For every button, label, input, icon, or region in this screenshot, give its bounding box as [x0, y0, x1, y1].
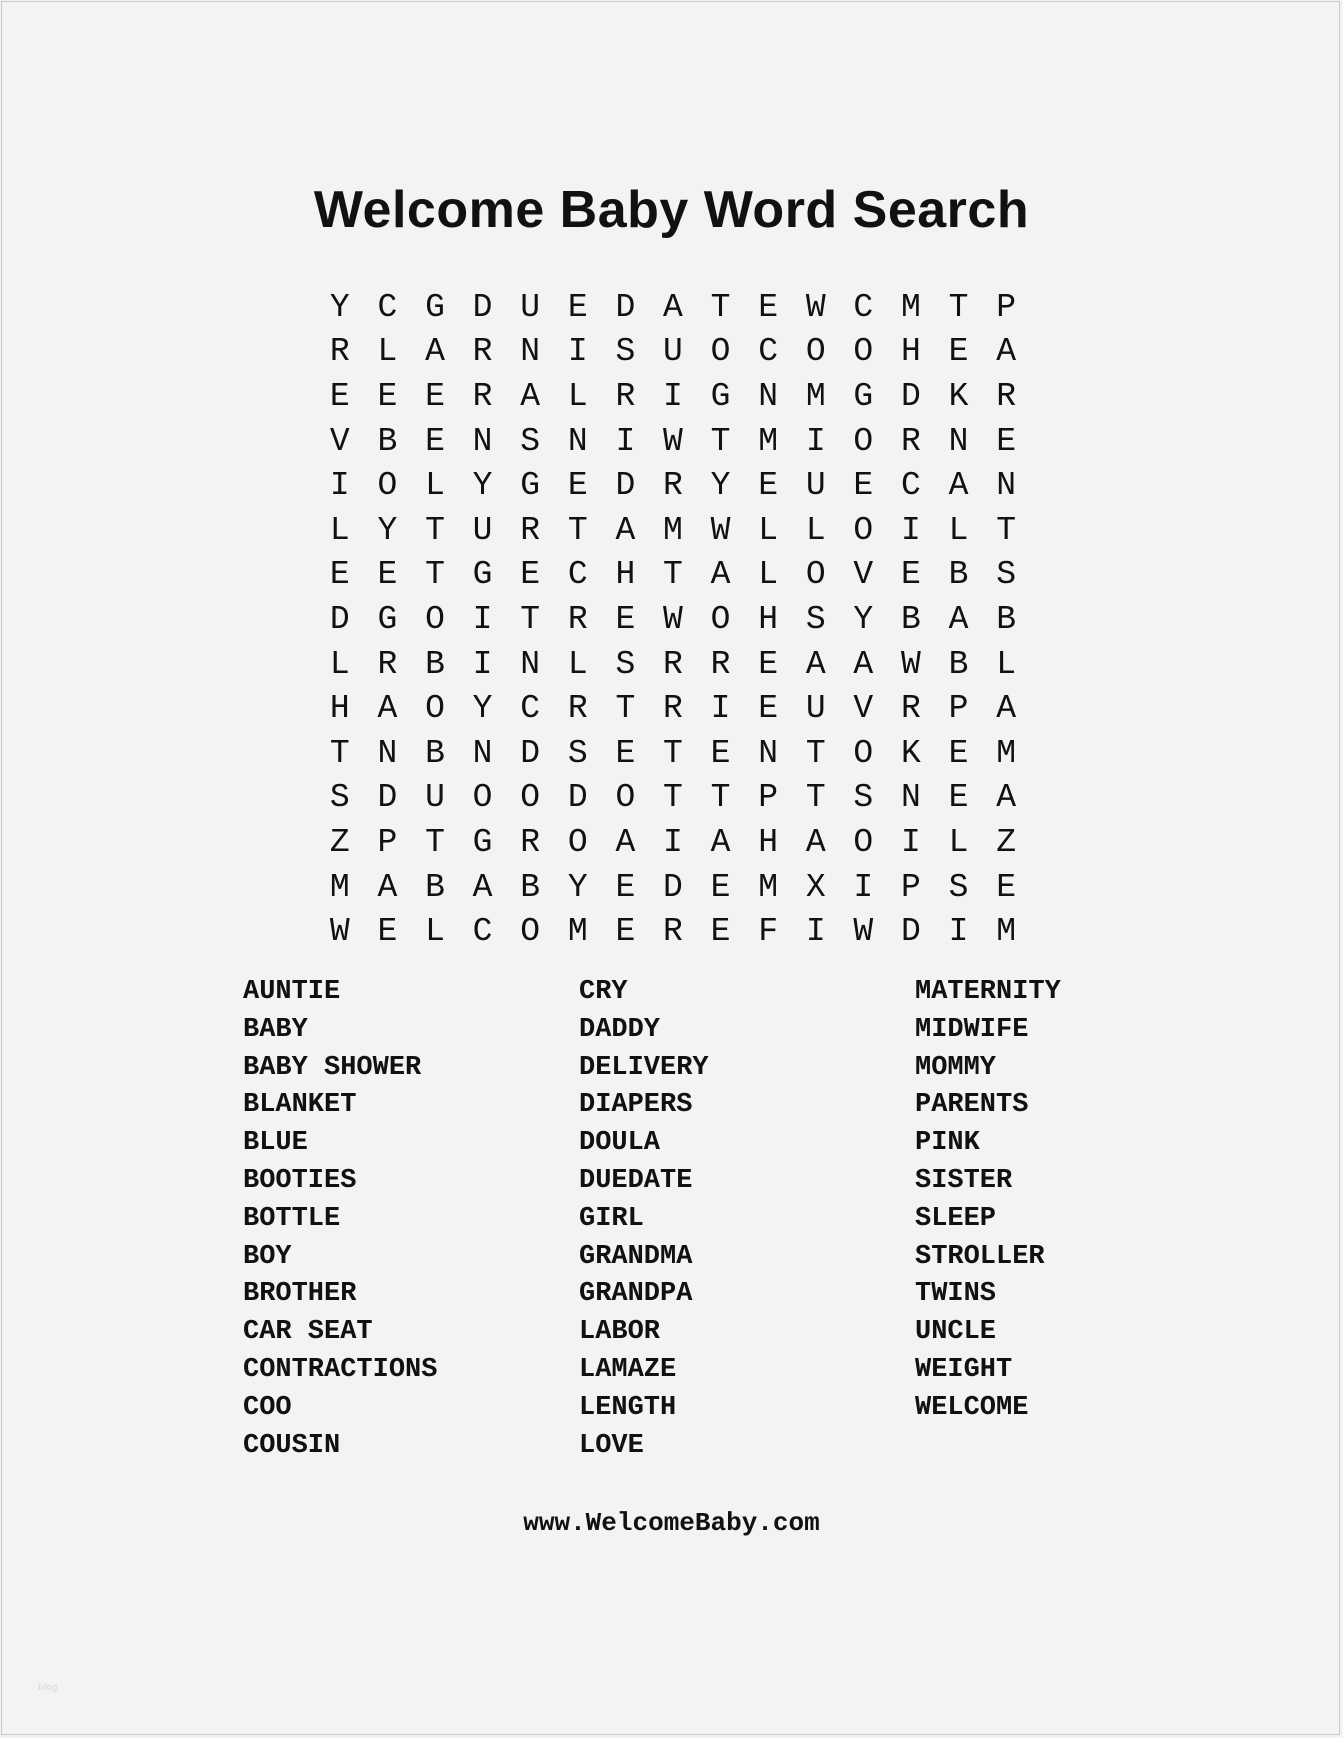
grid-letter: N — [377, 734, 398, 772]
grid-letter: I — [853, 868, 874, 906]
grid-letter: T — [805, 734, 826, 772]
grid-letter: D — [615, 288, 636, 326]
grid-letter: E — [758, 645, 779, 683]
grid-letter: T — [663, 779, 683, 817]
grid-letter: R — [663, 913, 683, 951]
grid-letter: M — [758, 422, 779, 460]
grid-letter: R — [663, 690, 683, 728]
grid-letter: N — [758, 377, 779, 415]
word-list-item: WEIGHT — [915, 1354, 1013, 1385]
word-list-item: SISTER — [915, 1165, 1013, 1196]
grid-letter: A — [615, 823, 636, 861]
grid-letter: E — [710, 734, 731, 772]
grid-letter: Y — [853, 600, 874, 638]
word-list-item: LABOR — [579, 1317, 661, 1348]
grid-row — [316, 686, 1031, 731]
grid-letter: B — [996, 600, 1017, 638]
word-list-item: GRANDMA — [579, 1241, 693, 1272]
grid-letter: O — [567, 823, 588, 861]
grid-letter: T — [520, 600, 541, 638]
grid-letter: O — [853, 333, 874, 371]
grid-letter: P — [996, 288, 1017, 326]
word-list-item: LAMAZE — [579, 1354, 677, 1385]
grid-letter: D — [901, 377, 921, 415]
grid-letter: E — [329, 556, 350, 594]
word-list-item: PARENTS — [915, 1090, 1029, 1121]
grid-letter: W — [710, 511, 731, 549]
grid-letter: N — [948, 422, 969, 460]
grid-letter: A — [948, 467, 969, 505]
grid-letter: V — [853, 690, 874, 728]
grid-letter: A — [710, 823, 731, 861]
grid-letter: T — [710, 288, 731, 326]
grid-letter: V — [853, 556, 874, 594]
grid-row — [316, 642, 1031, 687]
grid-letter: E — [567, 288, 588, 326]
grid-row — [316, 508, 1031, 553]
word-list-item: SLEEP — [915, 1203, 997, 1234]
grid-letter: D — [472, 288, 493, 326]
grid-letter: C — [520, 690, 541, 728]
grid-letter: S — [948, 868, 969, 906]
grid-letter: W — [901, 645, 921, 683]
grid-letter: C — [472, 913, 493, 951]
grid-letter: U — [805, 690, 826, 728]
word-list-item: PINK — [915, 1128, 980, 1159]
word-list-item: BABY SHOWER — [243, 1052, 422, 1083]
grid-letter: I — [329, 467, 350, 505]
grid-row — [316, 597, 1031, 642]
grid-letter: E — [758, 288, 779, 326]
word-list-item: MOMMY — [915, 1052, 997, 1083]
word-list-item: LENGTH — [579, 1392, 677, 1423]
grid-letter: I — [567, 333, 588, 371]
grid-row — [316, 909, 1031, 954]
word-list-item: GRANDPA — [579, 1279, 693, 1310]
grid-row — [316, 553, 1031, 598]
word-list-item: CRY — [579, 977, 628, 1007]
grid-letter: T — [996, 511, 1017, 549]
grid-letter: P — [901, 868, 921, 906]
grid-letter: L — [758, 556, 779, 594]
grid-letter: D — [329, 600, 350, 638]
grid-letter: R — [663, 467, 683, 505]
grid-letter: E — [377, 556, 398, 594]
grid-letter: M — [996, 734, 1017, 772]
grid-letter: C — [853, 288, 874, 326]
grid-letter: U — [663, 333, 683, 371]
grid-letter: L — [425, 913, 445, 951]
grid-letter: Z — [329, 823, 350, 861]
grid-letter: N — [996, 467, 1017, 505]
grid-letter: R — [901, 422, 921, 460]
word-list-item: LOVE — [579, 1430, 644, 1461]
grid-letter: Y — [472, 467, 493, 505]
grid-row — [316, 776, 1031, 821]
grid-letter: G — [853, 377, 874, 415]
grid-letter: P — [377, 823, 398, 861]
grid-letter: S — [329, 779, 350, 817]
grid-letter: U — [472, 511, 493, 549]
grid-letter: N — [520, 645, 541, 683]
grid-row — [316, 285, 1031, 330]
grid-letter: R — [901, 690, 921, 728]
grid-letter: P — [758, 779, 779, 817]
grid-letter: L — [996, 645, 1017, 683]
grid-letter: O — [520, 913, 541, 951]
grid-letter: A — [996, 779, 1017, 817]
grid-letter: G — [377, 600, 398, 638]
word-list-item: BOOTIES — [243, 1165, 357, 1196]
word-list-item: MIDWIFE — [915, 1014, 1029, 1045]
grid-letter: R — [710, 645, 731, 683]
grid-letter: S — [996, 556, 1017, 594]
grid-letter: T — [425, 556, 445, 594]
grid-letter: E — [377, 377, 398, 415]
grid-letter: E — [758, 467, 779, 505]
grid-row — [316, 463, 1031, 508]
grid-letter: I — [663, 823, 683, 861]
grid-letter: T — [805, 779, 826, 817]
word-column — [915, 974, 1123, 1465]
grid-row — [316, 731, 1031, 776]
word-list-item: BLUE — [243, 1128, 308, 1159]
grid-letter: P — [948, 690, 969, 728]
grid-letter: A — [472, 868, 493, 906]
grid-letter: C — [758, 333, 779, 371]
grid-letter: I — [615, 422, 636, 460]
grid-letter: Y — [377, 511, 398, 549]
grid-letter: G — [472, 823, 493, 861]
grid-letter: W — [329, 913, 350, 951]
grid-letter: B — [520, 868, 541, 906]
grid-letter: B — [425, 868, 445, 906]
grid-letter: T — [425, 511, 445, 549]
grid-letter: B — [948, 556, 969, 594]
grid-letter: G — [472, 556, 493, 594]
grid-letter: B — [425, 645, 445, 683]
grid-letter: B — [425, 734, 445, 772]
grid-letter: N — [472, 422, 493, 460]
grid-letter: I — [472, 645, 493, 683]
grid-letter: A — [377, 868, 398, 906]
word-list — [243, 974, 1123, 1465]
grid-letter: O — [710, 600, 731, 638]
word-list-item: GIRL — [579, 1203, 644, 1234]
grid-letter: Y — [567, 868, 588, 906]
grid-letter: L — [805, 511, 826, 549]
grid-letter: O — [710, 333, 731, 371]
grid-letter: G — [710, 377, 731, 415]
grid-letter: O — [853, 734, 874, 772]
grid-letter: E — [615, 868, 636, 906]
grid-letter: D — [520, 734, 541, 772]
grid-letter: C — [567, 556, 588, 594]
word-list-item: CAR SEAT — [243, 1317, 373, 1348]
grid-letter: B — [901, 600, 921, 638]
grid-letter: A — [805, 823, 826, 861]
grid-letter: H — [329, 690, 350, 728]
grid-letter: N — [758, 734, 779, 772]
grid-letter: E — [901, 556, 921, 594]
grid-letter: M — [805, 377, 826, 415]
grid-letter: I — [805, 913, 826, 951]
word-list-item: COUSIN — [243, 1430, 341, 1461]
grid-letter: L — [567, 377, 588, 415]
grid-row — [316, 820, 1031, 865]
grid-letter: E — [948, 734, 969, 772]
word-list-item: BROTHER — [243, 1279, 357, 1310]
grid-letter: I — [663, 377, 683, 415]
grid-letter: Z — [996, 823, 1017, 861]
grid-letter: T — [710, 779, 731, 817]
grid-letter: E — [615, 734, 636, 772]
grid-letter: A — [425, 333, 445, 371]
grid-letter: L — [425, 467, 445, 505]
word-list-item: BLANKET — [243, 1090, 357, 1121]
word-list-item: DUEDATE — [579, 1165, 693, 1196]
grid-letter: M — [663, 511, 683, 549]
grid-letter: I — [805, 422, 826, 460]
grid-letter: L — [329, 511, 350, 549]
grid-letter: E — [615, 913, 636, 951]
grid-letter: O — [615, 779, 636, 817]
grid-letter: X — [805, 868, 826, 906]
grid-letter: L — [948, 511, 969, 549]
grid-letter: O — [853, 511, 874, 549]
grid-letter: M — [901, 288, 921, 326]
word-list-item: STROLLER — [915, 1241, 1045, 1272]
grid-letter: R — [472, 333, 493, 371]
grid-letter: I — [710, 690, 731, 728]
grid-letter: U — [805, 467, 826, 505]
word-list-item: AUNTIE — [243, 977, 341, 1007]
word-list-item: DADDY — [579, 1014, 661, 1045]
word-column — [579, 974, 915, 1465]
grid-letter: O — [377, 467, 398, 505]
grid-letter: F — [758, 913, 779, 951]
grid-letter: T — [425, 823, 445, 861]
grid-letter: H — [901, 333, 921, 371]
grid-letter: R — [663, 645, 683, 683]
grid-letter: I — [901, 823, 921, 861]
word-column — [243, 974, 579, 1465]
grid-letter: E — [948, 779, 969, 817]
grid-letter: E — [615, 600, 636, 638]
grid-letter: E — [377, 913, 398, 951]
grid-letter: W — [805, 288, 826, 326]
grid-letter: W — [663, 600, 683, 638]
grid-letter: R — [567, 690, 588, 728]
grid-letter: D — [377, 779, 398, 817]
grid-row — [316, 419, 1031, 464]
word-list-item: DIAPERS — [579, 1090, 693, 1121]
grid-letter: S — [853, 779, 874, 817]
grid-letter: E — [996, 868, 1017, 906]
grid-letter: T — [663, 734, 683, 772]
grid-letter: T — [615, 690, 636, 728]
grid-letter: E — [710, 913, 731, 951]
grid-letter: I — [472, 600, 493, 638]
grid-letter: A — [805, 645, 826, 683]
word-list-item: BOY — [243, 1241, 292, 1272]
grid-letter: I — [948, 913, 969, 951]
word-list-item: BABY — [243, 1014, 308, 1045]
grid-letter: T — [948, 288, 969, 326]
grid-letter: N — [472, 734, 493, 772]
grid-letter: O — [853, 823, 874, 861]
grid-letter: R — [520, 823, 541, 861]
grid-letter: R — [996, 377, 1017, 415]
grid-letter: E — [996, 422, 1017, 460]
grid-letter: E — [425, 422, 445, 460]
grid-letter: R — [329, 333, 350, 371]
grid-letter: D — [901, 913, 921, 951]
grid-letter: A — [710, 556, 731, 594]
grid-letter: A — [853, 645, 874, 683]
grid-letter: M — [758, 868, 779, 906]
grid-letter: T — [567, 511, 588, 549]
grid-letter: A — [948, 600, 969, 638]
grid-row — [316, 865, 1031, 910]
grid-letter: Y — [329, 288, 350, 326]
grid-letter: H — [615, 556, 636, 594]
grid-letter: E — [758, 690, 779, 728]
grid-letter: R — [567, 600, 588, 638]
grid-letter: H — [758, 823, 779, 861]
page-title: Welcome Baby Word Search — [313, 181, 1030, 239]
grid-letter: C — [377, 288, 398, 326]
grid-letter: A — [615, 511, 636, 549]
grid-letter: M — [567, 913, 588, 951]
grid-letter: D — [615, 467, 636, 505]
grid-letter: D — [567, 779, 588, 817]
grid-letter: B — [377, 422, 398, 460]
grid-letter: R — [520, 511, 541, 549]
grid-letter: C — [901, 467, 921, 505]
grid-letter: R — [615, 377, 636, 415]
grid-letter: O — [805, 556, 826, 594]
grid-letter: S — [567, 734, 588, 772]
grid-letter: R — [472, 377, 493, 415]
grid-letter: G — [425, 288, 445, 326]
grid-letter: N — [901, 779, 921, 817]
grid-letter: W — [663, 422, 683, 460]
word-list-item: WELCOME — [915, 1392, 1029, 1423]
grid-letter: L — [567, 645, 588, 683]
grid-letter: U — [520, 288, 541, 326]
grid-letter: N — [567, 422, 588, 460]
grid-letter: E — [520, 556, 541, 594]
grid-letter: O — [853, 422, 874, 460]
letter-grid — [316, 285, 1031, 954]
grid-letter: S — [520, 422, 541, 460]
word-list-item: CONTRACTIONS — [243, 1354, 438, 1385]
grid-letter: K — [901, 734, 921, 772]
grid-letter: E — [853, 467, 874, 505]
grid-letter: E — [710, 868, 731, 906]
grid-letter: H — [758, 600, 779, 638]
grid-letter: L — [948, 823, 969, 861]
grid-letter: O — [520, 779, 541, 817]
watermark-text: blog — [38, 1683, 58, 1693]
word-list-item: BOTTLE — [243, 1203, 341, 1234]
grid-letter: O — [472, 779, 493, 817]
grid-row — [316, 374, 1031, 419]
grid-letter: N — [520, 333, 541, 371]
grid-letter: Y — [710, 467, 731, 505]
grid-row — [316, 330, 1031, 375]
grid-letter: S — [615, 645, 636, 683]
grid-letter: A — [996, 333, 1017, 371]
grid-letter: S — [805, 600, 826, 638]
grid-letter: L — [377, 333, 398, 371]
grid-letter: T — [329, 734, 350, 772]
grid-letter: V — [329, 422, 350, 460]
grid-letter: A — [663, 288, 683, 326]
grid-letter: S — [615, 333, 636, 371]
word-list-item: COO — [243, 1392, 292, 1423]
word-list-item: MATERNITY — [915, 977, 1061, 1007]
grid-letter: R — [377, 645, 398, 683]
grid-letter: M — [996, 913, 1017, 951]
grid-letter: E — [567, 467, 588, 505]
grid-letter: L — [329, 645, 350, 683]
word-list-item: UNCLE — [915, 1317, 997, 1348]
grid-letter: E — [425, 377, 445, 415]
footer-url: www.WelcomeBaby.com — [523, 1508, 820, 1538]
grid-letter: Y — [472, 690, 493, 728]
grid-letter: E — [329, 377, 350, 415]
grid-letter: O — [425, 690, 445, 728]
grid-letter: K — [948, 377, 969, 415]
grid-letter: U — [425, 779, 445, 817]
grid-letter: T — [663, 556, 683, 594]
grid-letter: A — [520, 377, 541, 415]
grid-letter: I — [901, 511, 921, 549]
grid-letter: T — [710, 422, 731, 460]
grid-letter: W — [853, 913, 874, 951]
grid-letter: E — [948, 333, 969, 371]
word-list-item: DELIVERY — [579, 1052, 709, 1083]
grid-letter: O — [425, 600, 445, 638]
grid-letter: G — [520, 467, 541, 505]
grid-letter: L — [758, 511, 779, 549]
grid-letter: A — [996, 690, 1017, 728]
grid-letter: B — [948, 645, 969, 683]
word-list-item: TWINS — [915, 1279, 997, 1310]
word-list-item: DOULA — [579, 1128, 661, 1159]
grid-letter: A — [377, 690, 398, 728]
grid-letter: M — [329, 868, 350, 906]
grid-letter: O — [805, 333, 826, 371]
grid-letter: D — [663, 868, 683, 906]
